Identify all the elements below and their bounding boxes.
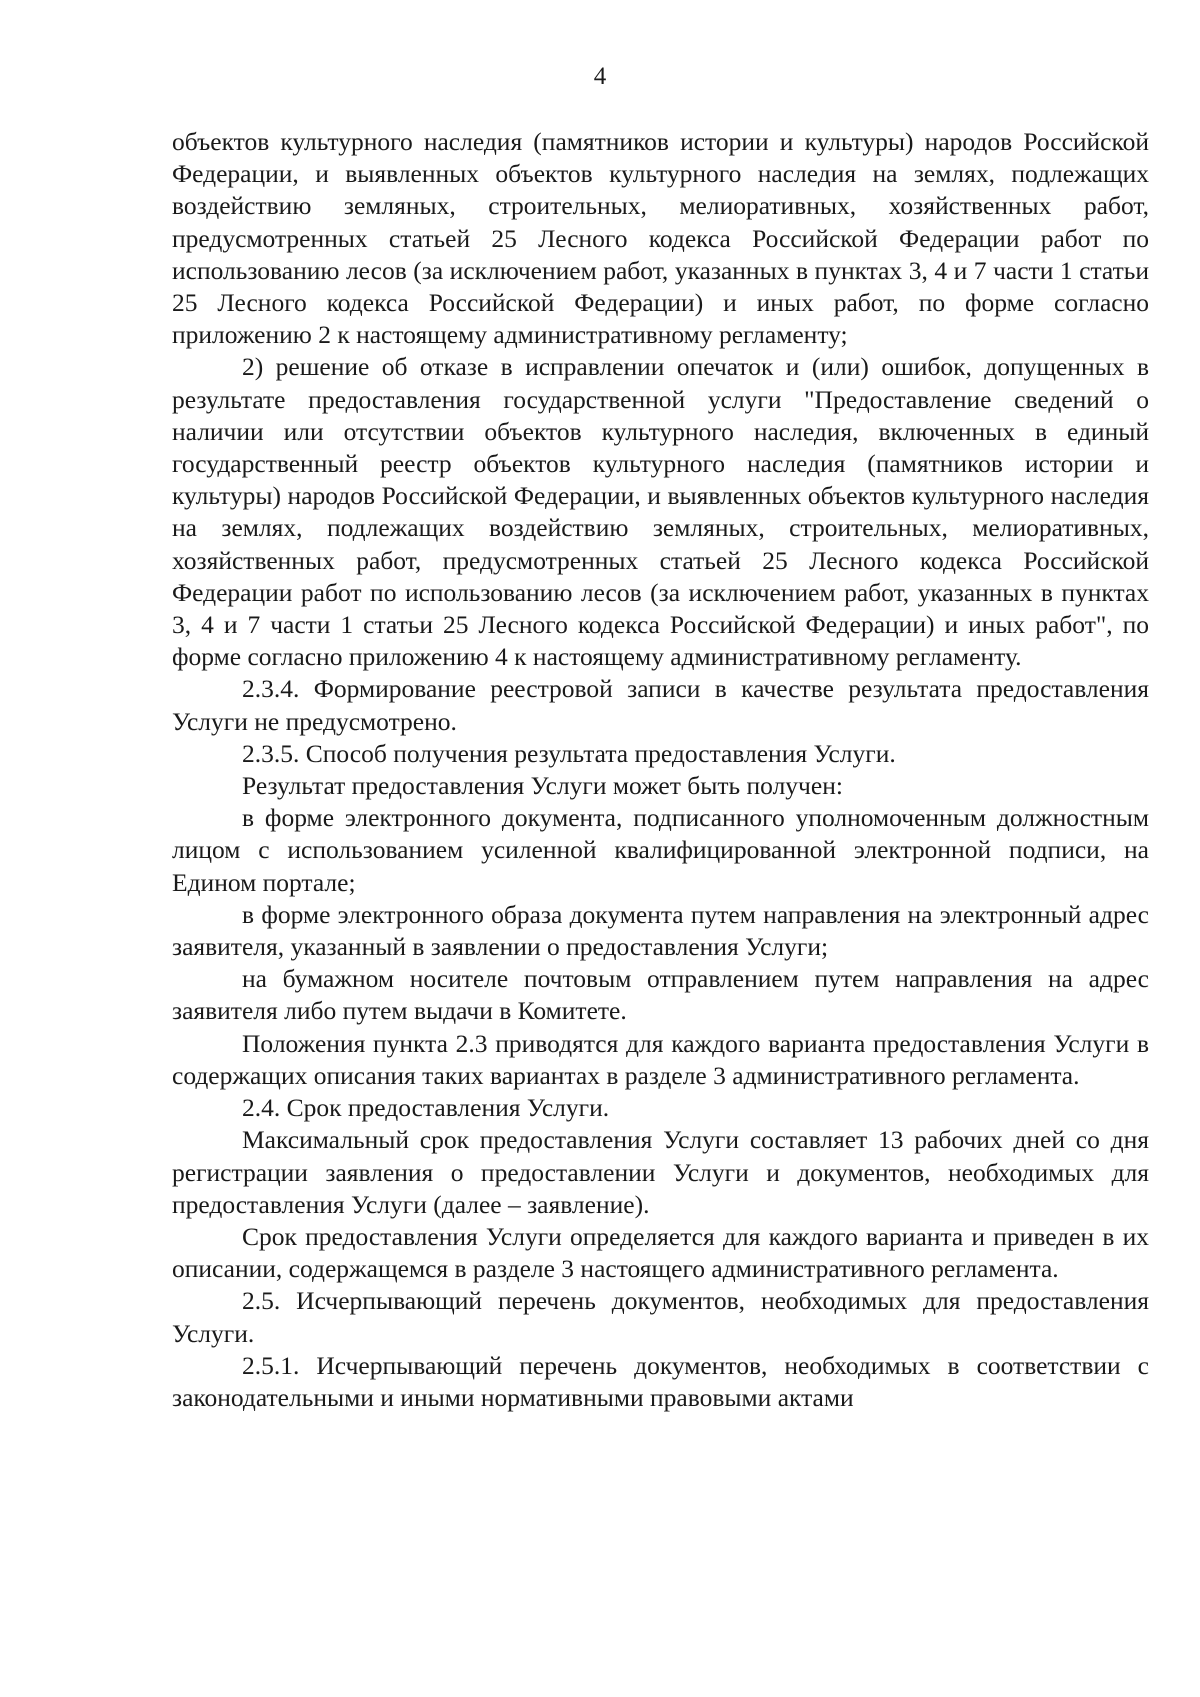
page-number: 4 [593, 63, 607, 90]
paragraph-result-electronic-image: в форме электронного образа документа путем направления на электронный адрес заявителя, указанный в заявлении о предоставления Услуги; [172, 899, 1149, 962]
paragraph-term-per-variant: Срок предоставления Услуги определяется для каждого варианта и приведен в их описании, содержащемся в разделе 3 настоящего административного регламента. [172, 1221, 1149, 1284]
paragraph-max-term: Максимальный срок предоставления Услуги составляет 13 рабочих дней со дня регистрации заявления о предоставлении Услуги и документов, необходимых для предоставления Услуги (далее – заявление). [172, 1125, 1149, 1219]
paragraph-result-paper: на бумажном носителе почтовым отправлением путем направления на адрес заявителя либо путем выдачи в Комитете. [172, 964, 1149, 1026]
paragraph-2-5-1: 2.5.1. Исчерпывающий перечень документов, необходимых в соответствии с законодательными и иными нормативными правовыми актами [172, 1350, 1149, 1412]
paragraph-continuation: объектов культурного наследия (памятников истории и культуры) народов Российской Федерации, и выявленных объектов культурного наследия на землях, подлежащих воздействию земляных, строительных, мелиоративных, хозяйственных работ, предусмотренных статьей 25 Лесного кодекса Российской Федерации работ по использованию лесов (за исключением работ, указанных в пунктах 3, 4 и 7 части 1 статьи 25 Лесного кодекса Российской Федерации) и иных работ, по форме согласно приложению 2 к настоящему административному регламенту; [172, 127, 1149, 350]
paragraph-2-3-4: 2.3.4. Формирование реестровой записи в качестве результата предоставления Услуги не предусмотрено. [172, 674, 1149, 736]
paragraph-2-4-heading: 2.4. Срок предоставления Услуги. [242, 1093, 610, 1123]
document-body [172, 126, 1149, 1414]
paragraph-result-intro: Результат предоставления Услуги может быть получен: [242, 771, 843, 801]
paragraph-2-3-5-heading: 2.3.5. Способ получения результата предоставления Услуги. [242, 738, 896, 768]
paragraph-2-5-heading: 2.5. Исчерпывающий перечень документов, необходимых для предоставления Услуги. [172, 1286, 1149, 1348]
paragraph-result-electronic-document: в форме электронного документа, подписанного уполномоченным должностным лицом с использованием усиленной квалифицированной электронной подписи, на Едином портале; [172, 803, 1149, 897]
paragraph-refusal-decision: 2) решение об отказе в исправлении опечаток и (или) ошибок, допущенных в результате предоставления государственной услуги "Предоставление сведений о наличии или отсутствии объектов культурного наследия, включенных в единый государственный реестр объектов культурного наследия (памятников истории и культуры) народов Российской Федерации, и выявленных объектов культурного наследия на землях, подлежащих воздействию земляных, строительных, мелиоративных, хозяйственных работ, предусмотренных статьей 25 Лесного кодекса Российской Федерации работ по использованию лесов (за исключением работ, указанных в пунктах 3, 4 и 7 части 1 статьи 25 Лесного кодекса Российской Федерации) и иных работ", по форме согласно приложению 4 к настоящему административному регламенту. [172, 352, 1149, 672]
paragraph-provisions-2-3: Положения пункта 2.3 приводятся для каждого варианта предоставления Услуги в содержащих описания таких вариантах в разделе 3 административного регламента. [172, 1028, 1149, 1090]
